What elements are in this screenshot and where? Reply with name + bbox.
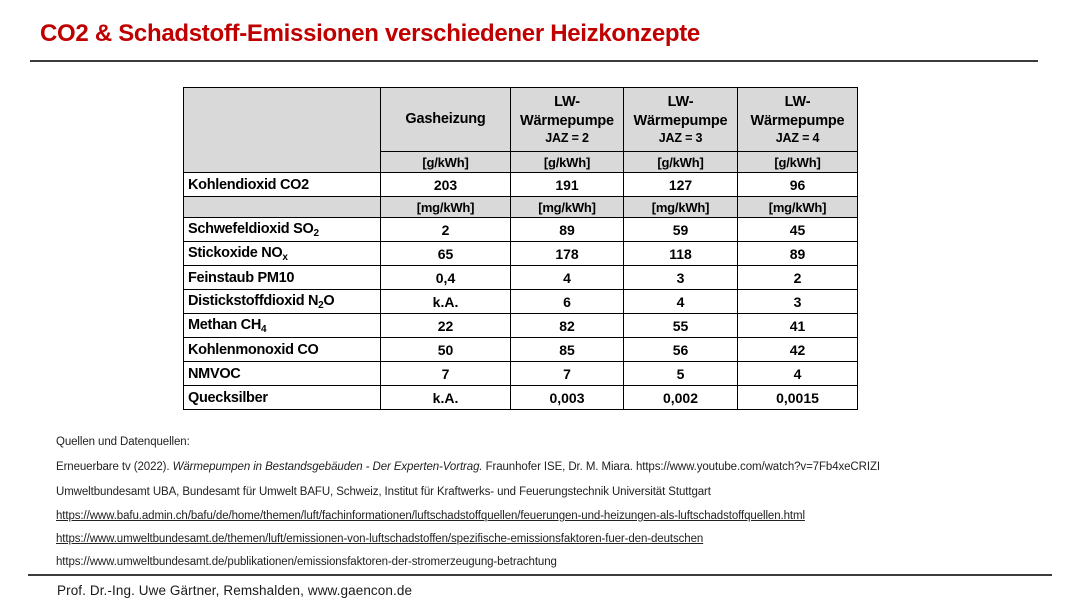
row-label [184,386,381,410]
row-label [184,362,381,386]
emission-value: k.A. [381,386,511,410]
column-header-lw-waermepumpe-jaz3 [624,88,738,152]
source-line-2: Umweltbundesamt UBA, Bundesamt für Umwelt BAFU, Schweiz, Institut für Kraftwerks- und Feuerungstechnik Universität Stuttgart [56,486,711,498]
emission-value: 85 [511,338,624,362]
table-row [184,173,858,197]
emission-value: 89 [511,218,624,242]
emission-value: 59 [624,218,738,242]
row-label [184,314,381,338]
row-label [184,266,381,290]
page-title: CO2 & Schadstoff-Emissionen verschiedener Heizkonzepte [40,20,700,47]
row-label [184,218,381,242]
table-row [184,386,858,410]
title-divider [30,60,1038,62]
emission-value: 56 [624,338,738,362]
column-header-empty [184,88,381,173]
emission-value: 4 [624,290,738,314]
source-line-1-title: Wärmepumpen in Bestandsgebäuden - Der Experten-Vortrag. [172,461,483,473]
source-line-1 [56,461,880,473]
unit-cell: [g/kWh] [511,152,624,173]
row-label-text: Quecksilber [188,389,268,406]
unit-cell: [g/kWh] [624,152,738,173]
emission-value: 5 [624,362,738,386]
row-label-text: Feinstaub PM10 [188,269,295,286]
header-line: Wärmepumpe [750,112,845,129]
header-line: Wärmepumpe [520,112,614,129]
emission-value: 191 [511,173,624,197]
unit-cell: [mg/kWh] [381,197,511,218]
column-header-lw-waermepumpe-jaz2 [511,88,624,152]
emission-value: 0,002 [624,386,738,410]
table-row [184,218,858,242]
row-label-empty [184,197,381,218]
header-line: JAZ = 4 [775,131,820,146]
emission-value: 6 [511,290,624,314]
header-line: LW- [784,93,811,110]
unit-cell: [mg/kWh] [738,197,858,218]
emission-value: 3 [738,290,858,314]
row-label-subscript: x [282,251,288,263]
row-label [184,173,381,197]
emission-value: 50 [381,338,511,362]
emission-value: 4 [511,266,624,290]
source-line-1-suffix: Fraunhofer ISE, Dr. M. Miara. https://www.youtube.com/watch?v=7Fb4xeCRIZI [482,461,880,473]
row-label-text: Methan CH [188,316,262,333]
footer-divider [28,574,1052,576]
row-label [184,338,381,362]
emission-value: 178 [511,242,624,266]
row-label [184,242,381,266]
emission-value: 203 [381,173,511,197]
row-label-text: NMVOC [188,365,241,382]
row-label-text: Stickoxide NO [188,244,283,261]
unit-cell: [mg/kWh] [511,197,624,218]
table-header-row [184,88,858,152]
unit-cell: [g/kWh] [381,152,511,173]
emission-value: k.A. [381,290,511,314]
table-row [184,266,858,290]
table-row [184,290,858,314]
emission-value: 7 [511,362,624,386]
header-line: JAZ = 3 [658,131,703,146]
row-label-text: Kohlenmonoxid CO [188,341,319,358]
table-row [184,338,858,362]
emissions-table [183,87,858,410]
footer-text: Prof. Dr.-Ing. Uwe Gärtner, Remshalden, www.gaencon.de [57,583,413,598]
emission-value: 82 [511,314,624,338]
table-row [184,314,858,338]
column-header-gasheizung [381,88,511,152]
source-link-umweltbundesamt[interactable]: https://www.umweltbundesamt.de/themen/luft/emissionen-von-luftschadstoffen/spezifische-emissionsfaktoren-fuer-den-deutschen [56,533,704,545]
emission-value: 89 [738,242,858,266]
row-label-text: Distickstoffdioxid N [188,292,319,309]
row-label-text: Schwefeldioxid SO [188,220,314,237]
row-label [184,290,381,314]
emission-value: 0,0015 [738,386,858,410]
emission-value: 0,4 [381,266,511,290]
emission-value: 22 [381,314,511,338]
emission-value: 4 [738,362,858,386]
emission-value: 7 [381,362,511,386]
emission-value: 3 [624,266,738,290]
row-label-text: Kohlendioxid CO2 [188,176,309,193]
header-line: LW- [554,93,580,110]
header-line: Wärmepumpe [633,112,728,129]
row-label-subscript: 2 [318,299,324,311]
emission-value: 2 [738,266,858,290]
header-line: LW- [667,93,694,110]
header-line: JAZ = 2 [545,131,589,146]
unit-cell: [mg/kWh] [624,197,738,218]
emission-value: 65 [381,242,511,266]
emission-value: 2 [381,218,511,242]
column-header-lw-waermepumpe-jaz4 [738,88,858,152]
row-label-subscript: 4 [261,323,267,335]
unit-cell: [g/kWh] [738,152,858,173]
table-row [184,197,858,218]
source-line-1-prefix: Erneuerbare tv (2022). [56,461,173,473]
emission-value: 96 [738,173,858,197]
table-row [184,242,858,266]
header-line: Gasheizung [405,111,486,128]
emission-value: 42 [738,338,858,362]
emission-value: 55 [624,314,738,338]
emission-value: 127 [624,173,738,197]
source-line-3: https://www.umweltbundesamt.de/publikationen/emissionsfaktoren-der-stromerzeugung-betrachtung [56,556,557,568]
emission-value: 118 [624,242,738,266]
sources-heading: Quellen und Datenquellen: [56,436,190,448]
emission-value: 41 [738,314,858,338]
emission-value: 0,003 [511,386,624,410]
table-row [184,362,858,386]
source-link-bafu[interactable]: https://www.bafu.admin.ch/bafu/de/home/themen/luft/fachinformationen/luftschadstoffquellen/feuerungen-und-heizungen-als-luftschadstoffquellen.html [56,510,805,522]
row-label-text: O [323,292,335,309]
row-label-subscript: 2 [313,227,319,239]
emission-value: 45 [738,218,858,242]
